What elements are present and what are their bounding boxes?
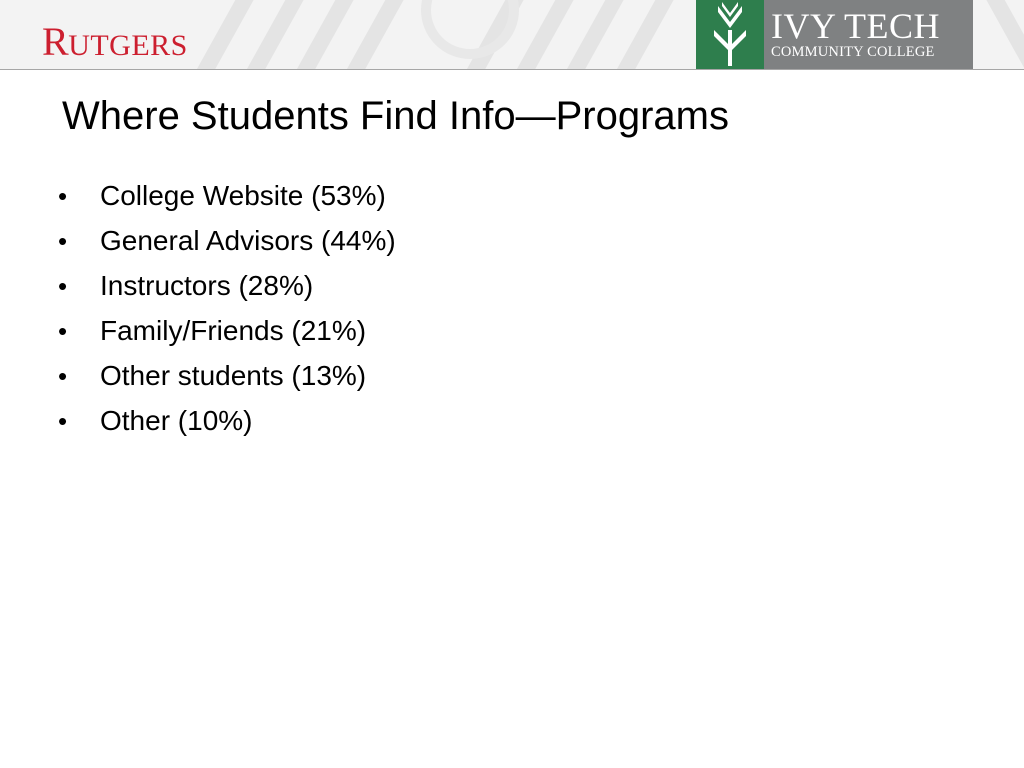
ivy-tech-subtitle: COMMUNITY COLLEGE bbox=[771, 43, 935, 60]
ivy-leaf-icon bbox=[696, 0, 764, 69]
bullet-glyph: • bbox=[58, 226, 68, 256]
ivy-tech-wordmark bbox=[764, 0, 973, 69]
rutgers-logo-initial: R bbox=[42, 19, 70, 64]
bullet-text: College Website (53%) bbox=[100, 180, 386, 211]
bullet-glyph: • bbox=[58, 271, 68, 301]
bullet-item bbox=[58, 176, 396, 221]
ivy-tech-logo bbox=[696, 0, 973, 69]
bullet-text: Family/Friends (21%) bbox=[100, 315, 367, 346]
bullet-item bbox=[58, 401, 396, 446]
bullet-glyph: • bbox=[58, 361, 68, 391]
rutgers-logo bbox=[42, 12, 188, 62]
bullet-text: Instructors (28%) bbox=[100, 270, 314, 301]
bullet-text: Other (10%) bbox=[100, 405, 253, 436]
bullet-text: General Advisors (44%) bbox=[100, 225, 396, 256]
bullet-glyph: • bbox=[58, 406, 68, 436]
rutgers-logo-text: UTGERS bbox=[68, 29, 188, 62]
bullet-item bbox=[58, 221, 396, 266]
bullet-list bbox=[58, 176, 396, 446]
banner-divider bbox=[0, 69, 1024, 70]
bullet-item bbox=[58, 311, 396, 356]
bullet-glyph: • bbox=[58, 316, 68, 346]
bullet-text: Other students (13%) bbox=[100, 360, 367, 391]
bullet-glyph: • bbox=[58, 181, 68, 211]
bullet-item bbox=[58, 266, 396, 311]
slide-title: Where Students Find Info—Programs bbox=[62, 94, 729, 138]
header-banner bbox=[0, 0, 1024, 69]
ivy-tech-name: IVY TECH bbox=[771, 5, 940, 46]
bullet-item bbox=[58, 356, 396, 401]
